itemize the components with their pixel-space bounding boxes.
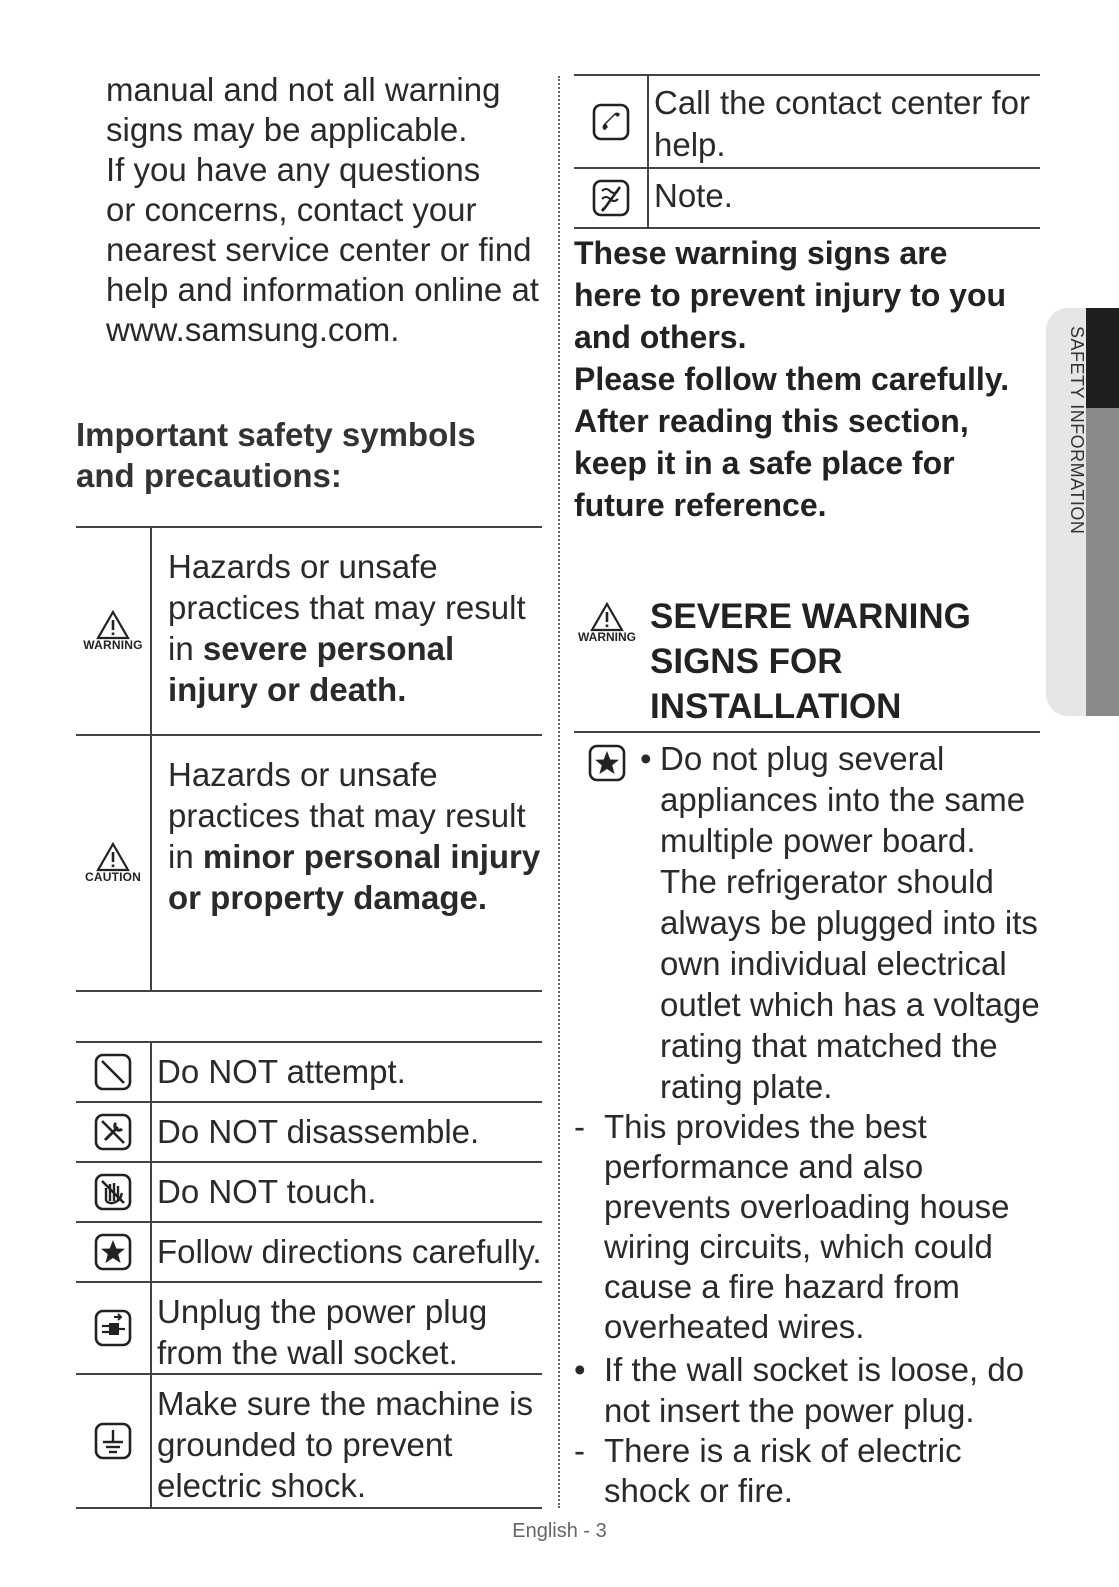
symbol-text: Note. <box>654 177 733 214</box>
symbol-row <box>574 76 1040 169</box>
severe-warning-heading <box>574 594 1040 733</box>
phone-icon <box>592 103 630 141</box>
symbol-icon-cell <box>76 1163 152 1221</box>
symbol-row <box>76 1103 542 1163</box>
symbol-icon-cell <box>76 1103 152 1161</box>
symbol-row <box>76 1223 542 1283</box>
warning-triangle-icon <box>590 602 624 632</box>
hazard-text <box>152 736 542 990</box>
hazard-text-bold: minor personal injury or property damage. <box>168 838 541 916</box>
caution-label: CAUTION <box>84 870 142 884</box>
intro-line: signs may be applicable. <box>106 111 468 148</box>
bullet-text: Do not plug several appliances into the same multiple power board. The refrigerator should always be plugged into its own individual electrical outlet which has a voltage rating that matched the rating plate. <box>660 740 1040 1105</box>
warning-line: Please follow them carefully. <box>574 361 1010 397</box>
warning-line: future reference. <box>574 487 827 523</box>
intro-line: help and information online at <box>106 271 539 308</box>
follow-directions-icon-cell <box>588 744 626 787</box>
side-tab-active-marker <box>1086 308 1119 408</box>
hazard-icon-cell <box>76 528 152 734</box>
symbol-text: Unplug the power plug from the wall socket. <box>157 1293 488 1371</box>
hazard-text-plain: Hazards or unsafe practices that may result in <box>168 548 526 667</box>
symbol-icon-cell <box>76 1043 152 1101</box>
section-title-line: and precautions: <box>76 457 342 494</box>
intro-line: nearest service center or find <box>106 231 532 268</box>
hazard-row-warning <box>76 528 542 736</box>
warning-line: These warning signs are <box>574 235 948 271</box>
note-icon <box>592 179 630 217</box>
symbol-text: Make sure the machine is grounded to prevent electric shock. <box>157 1385 534 1504</box>
instruction-bullet <box>574 1349 1040 1431</box>
symbol-text: Follow directions carefully. <box>157 1233 542 1270</box>
severe-title-line: SEVERE WARNING <box>650 597 971 636</box>
prohibited-icon <box>94 1053 132 1091</box>
hazard-text-plain: Hazards or unsafe practices that may result in <box>168 756 526 875</box>
installation-instructions <box>574 738 1040 1511</box>
bullet-marker: • <box>640 740 652 777</box>
star-icon <box>94 1233 132 1271</box>
symbol-icon-cell <box>76 1283 152 1373</box>
section-title <box>76 414 542 496</box>
warning-line: here to prevent injury to you <box>574 277 1007 313</box>
left-column <box>76 70 542 496</box>
bullet-text: If the wall socket is loose, do not insert the power plug. <box>604 1351 1025 1429</box>
severe-title-line: SIGNS FOR <box>650 642 843 681</box>
subitem-text: There is a risk of electric shock or fire. <box>604 1432 962 1509</box>
symbol-row <box>76 1283 542 1375</box>
no-touch-icon <box>94 1173 132 1211</box>
symbol-row <box>76 1163 542 1223</box>
hazard-text <box>152 528 542 734</box>
severe-title-line: INSTALLATION <box>650 687 902 726</box>
symbol-table <box>76 1041 542 1509</box>
warning-line: and others. <box>574 319 747 355</box>
intro-line: If you have any questions <box>106 151 481 188</box>
side-tab-label: SAFETY INFORMATION <box>1067 326 1087 535</box>
symbol-row <box>76 1043 542 1103</box>
page-footer: English - 3 <box>512 1520 607 1542</box>
intro-line: manual and not all warning <box>106 71 501 108</box>
instruction-bullet <box>640 738 1040 1107</box>
hazard-table <box>76 526 542 992</box>
symbol-text: Do NOT touch. <box>157 1173 377 1210</box>
caution-triangle-icon <box>96 842 130 872</box>
symbol-icon-cell <box>574 169 649 227</box>
website-link: www.samsung.com. <box>106 311 400 348</box>
symbol-row <box>574 169 1040 229</box>
no-disassemble-icon <box>94 1113 132 1151</box>
hazard-row-caution <box>76 736 542 992</box>
dash-marker: - <box>574 1432 585 1469</box>
warning-paragraph <box>574 232 1054 526</box>
column-divider <box>558 76 560 1508</box>
intro-text <box>106 70 542 350</box>
warning-label: WARNING <box>83 638 143 652</box>
side-tab-bar <box>1086 408 1119 716</box>
warning-triangle-icon <box>96 610 130 640</box>
subitem-text: This provides the best performance and also prevents overloading house wiring circuits, which could cause a fire hazard from overheated wires. <box>604 1108 1010 1345</box>
bullet-marker: • <box>574 1351 586 1388</box>
instruction-subitem <box>574 1431 1040 1511</box>
severe-warning-title <box>650 594 1040 729</box>
section-title-line: Important safety symbols <box>76 416 476 453</box>
contact-note-table <box>574 74 1040 229</box>
unplug-icon <box>94 1309 132 1347</box>
symbol-text: Do NOT disassemble. <box>157 1113 480 1150</box>
symbol-icon-cell <box>76 1375 152 1507</box>
warning-line: keep it in a safe place for <box>574 445 955 481</box>
warning-label: WARNING <box>578 630 636 644</box>
star-icon <box>588 744 626 782</box>
symbol-icon-cell <box>76 1223 152 1281</box>
symbol-text: Call the contact center for help. <box>654 84 1031 163</box>
hazard-icon-cell <box>76 736 152 990</box>
symbol-text: Do NOT attempt. <box>157 1053 406 1090</box>
ground-icon <box>94 1422 132 1460</box>
dash-marker: - <box>574 1108 585 1145</box>
warning-line: After reading this section, <box>574 403 969 439</box>
symbol-icon-cell <box>574 76 649 167</box>
instruction-subitem <box>574 1107 1040 1347</box>
intro-line: or concerns, contact your <box>106 191 477 228</box>
severe-warning-icon-block <box>574 602 640 644</box>
hazard-text-bold: severe personal injury or death. <box>168 630 455 708</box>
symbol-row <box>76 1375 542 1509</box>
